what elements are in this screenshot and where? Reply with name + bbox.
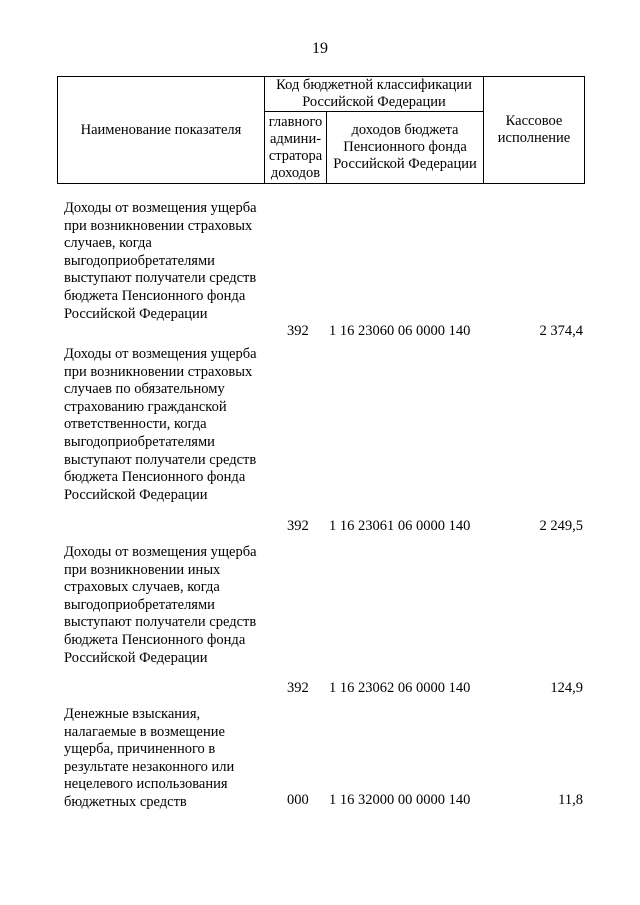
row-amount: 11,8	[558, 792, 583, 808]
row-name: Доходы от возмещения ущерба при возникновении иных страховых случаев, когда выгодоприобретателями выступают получатели средств бюджета Пенсионного фонда Российской Федерации	[64, 544, 257, 666]
row-name: Доходы от возмещения ущерба при возникновении страховых случаев, когда выгодоприобретателями выступают получатели средств бюджета Пенсионного фонда Российской Федерации	[64, 200, 257, 322]
column-header-admin: главного админи-стратора доходов	[265, 112, 327, 184]
column-header-code: доходов бюджета Пенсионного фонда Российской Федерации	[327, 112, 484, 184]
row-classification-code: 1 16 23061 06 0000 140	[329, 518, 471, 534]
column-header-amount: Кассовое исполнение	[484, 77, 585, 184]
column-header-name: Наименование показателя	[58, 77, 265, 184]
row-classification-code: 1 16 32000 00 0000 140	[329, 792, 471, 808]
row-amount: 2 249,5	[539, 518, 583, 534]
page-number: 19	[312, 40, 328, 57]
row-name: Доходы от возмещения ущерба при возникновении страховых случаев по обязательному страхованию гражданской ответственности, когда выгодоприобретателями выступают получатели средств бюджета Пенсионного фонда Российской Федерации	[64, 346, 257, 503]
row-admin-code: 392	[287, 518, 309, 534]
column-header-code-group: Код бюджетной классификации Российской Федерации	[265, 77, 484, 112]
row-name: Денежные взыскания, налагаемые в возмещение ущерба, причиненного в результате незаконного или нецелевого использования бюджетных средств	[64, 706, 235, 810]
row-amount: 124,9	[550, 680, 583, 696]
row-amount: 2 374,4	[539, 323, 583, 339]
row-admin-code: 392	[287, 323, 309, 339]
row-classification-code: 1 16 23062 06 0000 140	[329, 680, 471, 696]
row-admin-code: 000	[287, 792, 309, 808]
row-admin-code: 392	[287, 680, 309, 696]
row-classification-code: 1 16 23060 06 0000 140	[329, 323, 471, 339]
table-header	[57, 76, 585, 184]
